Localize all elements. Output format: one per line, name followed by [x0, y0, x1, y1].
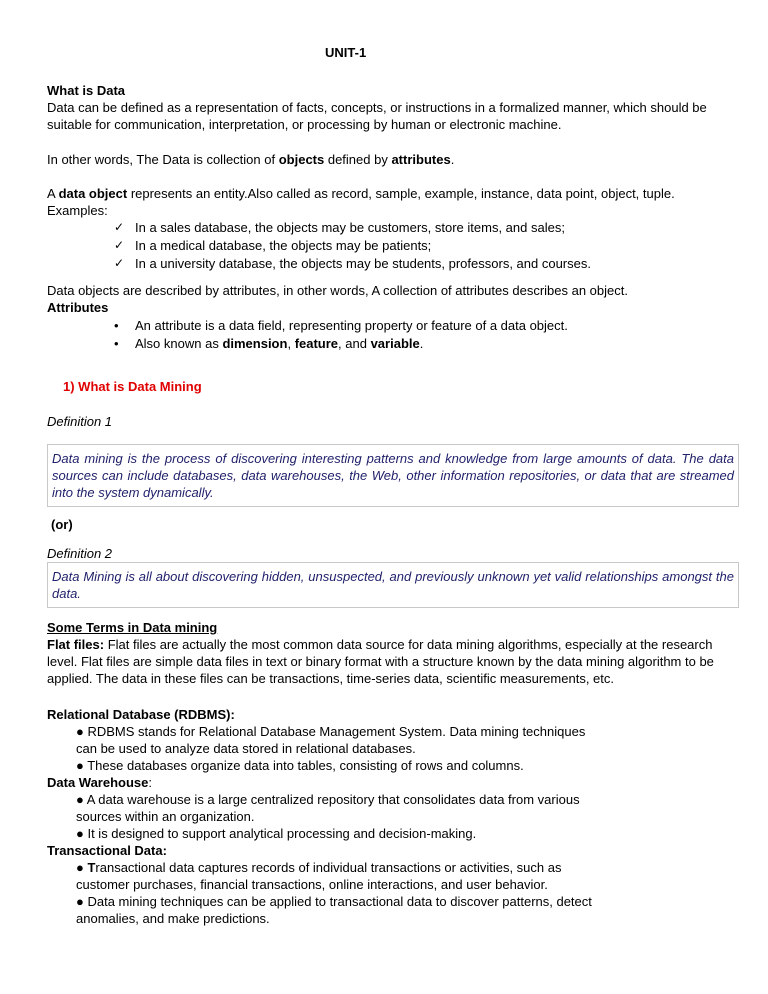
- some-terms-heading: Some Terms in Data mining: [47, 620, 218, 635]
- attributes-heading: Attributes: [47, 300, 109, 315]
- flat-files-paragraph: [47, 636, 737, 687]
- unit-title: UNIT-1: [325, 45, 367, 60]
- definition-2-label: Definition 2: [47, 546, 113, 561]
- dw-line-3: ● It is designed to support analytical processing and decision-making.: [76, 826, 477, 841]
- text: defined by: [324, 152, 392, 167]
- data-object-paragraph: [47, 185, 737, 202]
- text: ,: [287, 336, 295, 351]
- variable-term: variable: [370, 336, 420, 351]
- attributes-describe-paragraph: Data objects are described by attributes, in other words, A collection of attributes describes an object.: [47, 283, 628, 298]
- bullet-icon: •: [114, 318, 119, 333]
- objects-term: objects: [278, 152, 325, 167]
- example-text: In a medical database, the objects may be patients;: [135, 238, 432, 253]
- what-is-data-paragraph: Data can be defined as a representation of facts, concepts, or instructions in a formalized manner, which should be suitable for communication, interpretation, or processing by human or electronic machine.: [47, 100, 707, 132]
- text: .: [419, 336, 424, 351]
- data-mining-heading: 1) What is Data Mining: [63, 379, 202, 394]
- td-line-4: anomalies, and make predictions.: [76, 911, 270, 926]
- rdbms-line-2: can be used to analyze data stored in relational databases.: [76, 741, 416, 756]
- feature-term: feature: [294, 336, 339, 351]
- attributes-term: attributes: [391, 152, 451, 167]
- definition-1-box: Data mining is the process of discovering interesting patterns and knowledge from large amounts of data. The data sources can include databases, data warehouses, the Web, other information repositories, or data that are streamed into the system dynamically.: [47, 444, 739, 507]
- transactional-data-heading: Transactional Data:: [47, 843, 167, 858]
- list-item: [47, 335, 737, 353]
- text: , and: [338, 336, 371, 351]
- rdbms-line-3: ● These databases organize data into tables, consisting of rows and columns.: [76, 758, 524, 773]
- or-label: (or): [51, 517, 73, 532]
- data-warehouse-label: Data Warehouse: [47, 775, 149, 790]
- checkmark-icon: ✓: [114, 256, 125, 270]
- dw-line-2: sources within an organization.: [76, 809, 255, 824]
- rdbms-line-1: ● RDBMS stands for Relational Database Management System. Data mining techniques: [76, 724, 586, 739]
- text: ● T: [76, 860, 96, 875]
- text: :: [148, 775, 153, 790]
- dimension-term: dimension: [222, 336, 288, 351]
- what-is-data-heading: What is Data: [47, 83, 126, 98]
- checkmark-icon: ✓: [114, 238, 125, 252]
- list-item: [47, 317, 737, 335]
- list-item: [47, 255, 737, 273]
- flat-files-text: Flat files are actually the most common data source for data mining algorithms, especially at the research level. Flat files are simple data files in text or binary format with a structure known by the data mining algorithm to be applied. The data in these files can be transactions, time-series data, scientific measurements, etc.: [47, 637, 714, 686]
- text: .: [450, 152, 455, 167]
- text: A: [47, 186, 59, 201]
- flat-files-label: Flat files:: [47, 637, 105, 652]
- text: ransactional data captures records of individual transactions or activities, such as: [95, 860, 562, 875]
- text: represents an entity.Also called as record, sample, example, instance, data point, object, tuple.: [127, 186, 675, 201]
- text: Also known as: [135, 336, 223, 351]
- attributes-list: [47, 317, 737, 353]
- example-text: In a sales database, the objects may be customers, store items, and sales;: [135, 220, 565, 235]
- td-line-2: customer purchases, financial transactions, online interactions, and user behavior.: [76, 877, 548, 892]
- attribute-text: An attribute is a data field, representing property or feature of a data object.: [135, 318, 568, 333]
- list-item: [47, 219, 737, 237]
- dw-line-1: ● A data warehouse is a large centralized repository that consolidates data from various: [76, 792, 580, 807]
- objects-attributes-paragraph: [47, 151, 737, 168]
- definition-1-label: Definition 1: [47, 414, 113, 429]
- example-text: In a university database, the objects may be students, professors, and courses.: [135, 256, 591, 271]
- examples-list: [47, 219, 737, 273]
- td-line-3: ● Data mining techniques can be applied to transactional data to discover patterns, detect: [76, 894, 592, 909]
- td-line-1: [47, 859, 766, 876]
- checkmark-icon: ✓: [114, 220, 125, 234]
- bullet-icon: •: [114, 336, 119, 351]
- definition-2-box: Data Mining is all about discovering hidden, unsuspected, and previously unknown yet valid relationships amongst the data.: [47, 562, 739, 608]
- data-object-term: data object: [58, 186, 128, 201]
- examples-label: Examples:: [47, 203, 108, 218]
- rdbms-heading: Relational Database (RDBMS):: [47, 707, 235, 722]
- list-item: [47, 237, 737, 255]
- data-warehouse-heading: [47, 774, 737, 791]
- text: In other words, The Data is collection of: [47, 152, 279, 167]
